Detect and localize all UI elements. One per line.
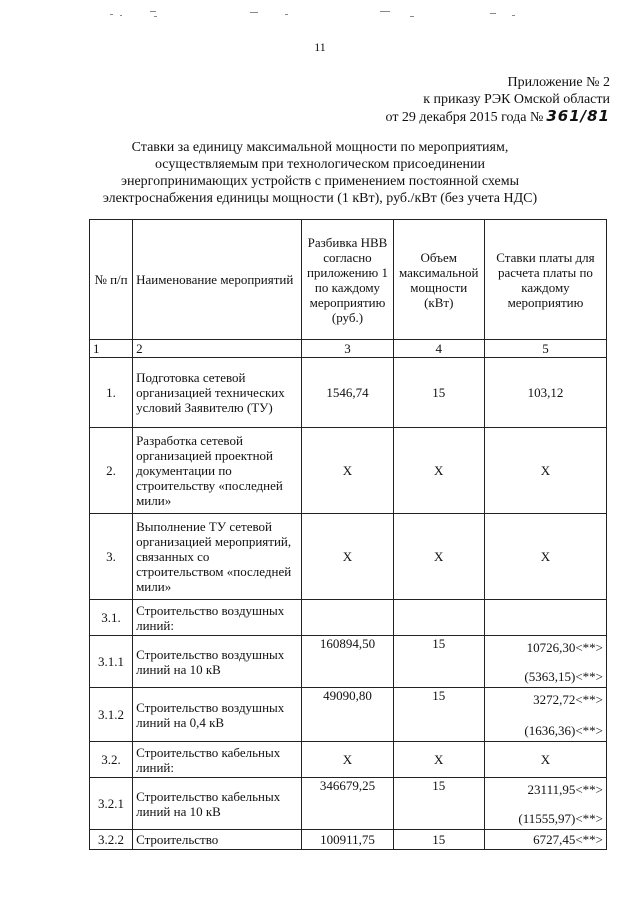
rates-table-container xyxy=(89,219,607,850)
row-number: 3.1.1 xyxy=(90,636,133,688)
row-nvv: Х xyxy=(302,742,393,778)
rates-table xyxy=(89,219,607,850)
table-row xyxy=(90,742,607,778)
row-power: Х xyxy=(393,514,484,600)
table-row xyxy=(90,636,607,688)
row-rate: 23111,95<**> xyxy=(527,781,603,797)
row-number: 3. xyxy=(90,514,133,600)
row-nvv: 1546,74 xyxy=(302,358,393,428)
appendix-title: Приложение № 2 xyxy=(507,75,610,90)
appendix-header xyxy=(386,74,611,126)
table-row xyxy=(90,688,607,742)
row-number: 3.2.1 xyxy=(90,778,133,830)
row-rate xyxy=(484,600,606,636)
row-power: 15 xyxy=(393,636,484,688)
row-name: Выполнение ТУ сетевой организацией мероприятий, связанных со строительством «последней мили» xyxy=(133,514,302,600)
column-index: 5 xyxy=(484,340,606,358)
column-index-row xyxy=(90,340,607,358)
row-number: 3.2. xyxy=(90,742,133,778)
row-power: 15 xyxy=(393,358,484,428)
row-number: 3.2.2 xyxy=(90,830,133,850)
row-rate: 6727,45<**> xyxy=(484,830,606,850)
row-nvv xyxy=(302,600,393,636)
row-power: Х xyxy=(393,428,484,514)
row-name: Подготовка сетевой организацией технических условий Заявителю (ТУ) xyxy=(133,358,302,428)
row-name: Разработка сетевой организацией проектной документации по строительству «последней мили» xyxy=(133,428,302,514)
table-row xyxy=(90,514,607,600)
row-rate-cell xyxy=(484,636,606,688)
row-rate: Х xyxy=(484,514,606,600)
row-name: Строительство xyxy=(133,830,302,850)
row-rate-half: (11555,97)<**> xyxy=(518,810,603,826)
row-nvv: Х xyxy=(302,514,393,600)
column-index: 2 xyxy=(133,340,302,358)
table-header-row xyxy=(90,220,607,340)
handwritten-order-number: 361/81 xyxy=(546,107,610,125)
header-name: Наименование мероприятий xyxy=(133,220,302,340)
row-name: Строительство воздушных линий на 0,4 кВ xyxy=(133,688,302,742)
row-name: Строительство воздушных линий: xyxy=(133,600,302,636)
order-reference: к приказу РЭК Омской области xyxy=(423,92,610,107)
row-rate: 3272,72<**> xyxy=(533,691,603,707)
row-rate: Х xyxy=(484,742,606,778)
row-nvv: 100911,75 xyxy=(302,830,393,850)
column-index: 4 xyxy=(393,340,484,358)
header-power: Объем максимальной мощности (кВт) xyxy=(393,220,484,340)
table-row xyxy=(90,830,607,850)
row-name: Строительство кабельных линий на 10 кВ xyxy=(133,778,302,830)
row-number: 3.1. xyxy=(90,600,133,636)
row-number: 3.1.2 xyxy=(90,688,133,742)
column-index: 1 xyxy=(90,340,133,358)
header-nvv: Разбивка НВВ согласно приложению 1 по каждому мероприятию (руб.) xyxy=(302,220,393,340)
scan-noise xyxy=(110,8,540,22)
row-rate-half: (5363,15)<**> xyxy=(524,668,603,684)
header-rate: Ставки платы для расчета платы по каждому мероприятию xyxy=(484,220,606,340)
row-power xyxy=(393,600,484,636)
table-row xyxy=(90,358,607,428)
row-nvv: 160894,50 xyxy=(302,636,393,688)
row-power: Х xyxy=(393,742,484,778)
table-row xyxy=(90,600,607,636)
row-name: Строительство воздушных линий на 10 кВ xyxy=(133,636,302,688)
order-date-line xyxy=(386,108,611,126)
row-power: 15 xyxy=(393,830,484,850)
row-number: 2. xyxy=(90,428,133,514)
row-rate-half: (1636,36)<**> xyxy=(524,722,603,738)
page-number: 11 xyxy=(314,40,326,54)
document-title: Ставки за единицу максимальной мощности по мероприятиям, осуществляемым при технологическом присоединении энергопринимающих устройств с применением постоянной схемы электроснабжения единицы мощности (1 кВт), руб./кВт (без учета НДС) xyxy=(102,140,538,206)
row-name: Строительство кабельных линий: xyxy=(133,742,302,778)
row-rate: 103,12 xyxy=(484,358,606,428)
row-rate: Х xyxy=(484,428,606,514)
column-index: 3 xyxy=(302,340,393,358)
header-number: № п/п xyxy=(90,220,133,340)
row-power: 15 xyxy=(393,778,484,830)
table-row xyxy=(90,428,607,514)
row-number: 1. xyxy=(90,358,133,428)
table-row xyxy=(90,778,607,830)
order-date: от 29 декабря 2015 года № xyxy=(385,110,544,125)
row-nvv: Х xyxy=(302,428,393,514)
row-rate-cell xyxy=(484,688,606,742)
row-nvv: 346679,25 xyxy=(302,778,393,830)
row-nvv: 49090,80 xyxy=(302,688,393,742)
row-rate-cell xyxy=(484,778,606,830)
row-power: 15 xyxy=(393,688,484,742)
row-rate: 10726,30<**> xyxy=(526,639,603,655)
